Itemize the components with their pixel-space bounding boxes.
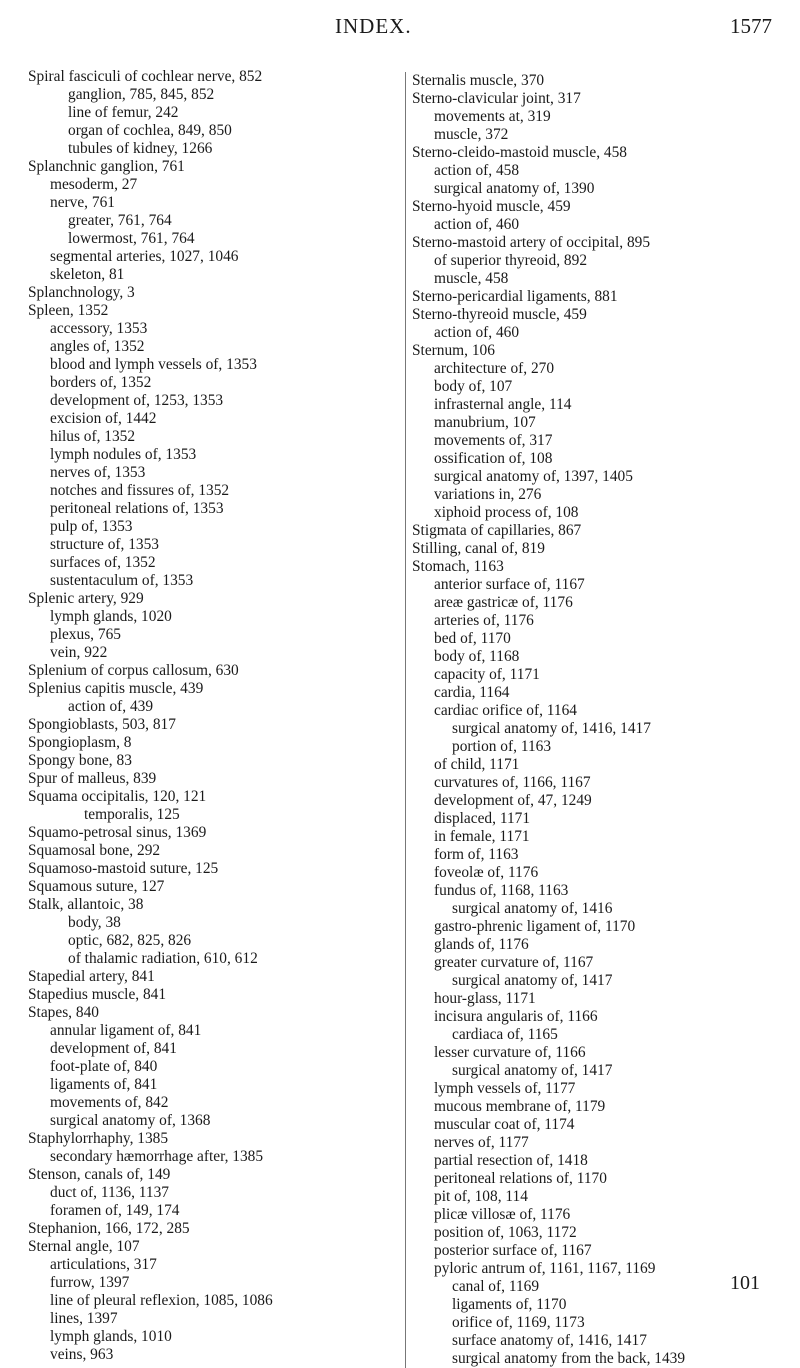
index-entry: Sterno-cleido-mastoid muscle, 458	[412, 144, 627, 161]
index-subentry: position of, 1063, 1172	[434, 1224, 577, 1241]
index-entry: Stenson, canals of, 149	[28, 1166, 171, 1183]
index-subentry: portion of, 1163	[452, 738, 552, 755]
index-subentry: muscular coat of, 1174	[434, 1116, 575, 1133]
index-subentry: surfaces of, 1352	[50, 554, 156, 571]
index-entry: Spongioplasm, 8	[28, 734, 132, 751]
index-entry: Spongioblasts, 503, 817	[28, 716, 176, 733]
index-subentry: movements of, 842	[50, 1094, 169, 1111]
index-column-right	[405, 72, 800, 1368]
index-subentry: form of, 1163	[434, 846, 519, 863]
page-header	[0, 14, 800, 44]
index-subentry: architecture of, 270	[434, 360, 555, 377]
index-subentry: surgical anatomy of, 1416, 1417	[452, 720, 651, 737]
index-subentry: development of, 47, 1249	[434, 792, 592, 809]
index-subentry: hour-glass, 1171	[434, 990, 536, 1007]
index-subentry: of child, 1171	[434, 756, 520, 773]
index-subentry: temporalis, 125	[84, 806, 180, 823]
index-subentry: tubules of kidney, 1266	[68, 140, 213, 157]
index-entry: Sternum, 106	[412, 342, 495, 359]
running-title: INDEX.	[335, 14, 412, 38]
index-subentry: development of, 841	[50, 1040, 177, 1057]
index-entry: Stalk, allantoic, 38	[28, 896, 144, 913]
index-entry: Spur of malleus, 839	[28, 770, 157, 787]
index-subentry: lesser curvature of, 1166	[434, 1044, 586, 1061]
index-subentry: pit of, 108, 114	[434, 1188, 528, 1205]
index-subentry: mucous membrane of, 1179	[434, 1098, 606, 1115]
index-entry: Squamoso-mastoid suture, 125	[28, 860, 219, 877]
index-subentry: body of, 1168	[434, 648, 520, 665]
index-subentry: gastro-phrenic ligament of, 1170	[434, 918, 636, 935]
index-subentry: excision of, 1442	[50, 410, 157, 427]
index-subentry: movements at, 319	[434, 108, 551, 125]
index-subentry: partial resection of, 1418	[434, 1152, 588, 1169]
index-subentry: lines, 1397	[50, 1310, 118, 1327]
index-subentry: surgical anatomy of, 1368	[50, 1112, 211, 1129]
index-subentry: action of, 439	[68, 698, 154, 715]
index-subentry: nerves of, 1177	[434, 1134, 529, 1151]
index-subentry: development of, 1253, 1353	[50, 392, 224, 409]
index-subentry: capacity of, 1171	[434, 666, 540, 683]
index-entry: Sternalis muscle, 370	[412, 72, 545, 89]
index-entry: Splenius capitis muscle, 439	[28, 680, 204, 697]
index-subentry: duct of, 1136, 1137	[50, 1184, 169, 1201]
index-entry: Sterno-thyreoid muscle, 459	[412, 306, 587, 323]
index-subentry: lymph glands, 1010	[50, 1328, 172, 1345]
index-subentry: lymph vessels of, 1177	[434, 1080, 576, 1097]
index-subentry: canal of, 1169	[452, 1278, 540, 1295]
index-subentry: manubrium, 107	[434, 414, 536, 431]
index-subentry: surgical anatomy of, 1417	[452, 972, 613, 989]
index-subentry: ossification of, 108	[434, 450, 553, 467]
index-subentry: in female, 1171	[434, 828, 530, 845]
index-subentry: muscle, 372	[434, 126, 509, 143]
index-entry: Stilling, canal of, 819	[412, 540, 545, 557]
index-subentry: cardiaca of, 1165	[452, 1026, 558, 1043]
index-entry: Squamous suture, 127	[28, 878, 165, 895]
index-subentry: notches and fissures of, 1352	[50, 482, 230, 499]
index-entry: Stapedius muscle, 841	[28, 986, 167, 1003]
index-entry: Splenic artery, 929	[28, 590, 144, 607]
index-subentry: mesoderm, 27	[50, 176, 138, 193]
index-subentry: lowermost, 761, 764	[68, 230, 195, 247]
index-subentry: xiphoid process of, 108	[434, 504, 579, 521]
index-entry: Spleen, 1352	[28, 302, 109, 319]
index-subentry: infrasternal angle, 114	[434, 396, 572, 413]
index-subentry: areæ gastricæ of, 1176	[434, 594, 573, 611]
index-subentry: bed of, 1170	[434, 630, 511, 647]
index-subentry: surgical anatomy from the back, 1439	[452, 1350, 686, 1367]
index-entry: Sterno-mastoid artery of occipital, 895	[412, 234, 651, 251]
index-subentry: ligaments of, 841	[50, 1076, 158, 1093]
index-subentry: surgical anatomy of, 1416	[452, 900, 613, 917]
index-subentry: surgical anatomy of, 1397, 1405	[434, 468, 633, 485]
index-subentry: optic, 682, 825, 826	[68, 932, 192, 949]
index-subentry: sustentaculum of, 1353	[50, 572, 194, 589]
index-entry: Sterno-clavicular joint, 317	[412, 90, 581, 107]
index-subentry: pyloric antrum of, 1161, 1167, 1169	[434, 1260, 656, 1277]
index-subentry: surgical anatomy of, 1417	[452, 1062, 613, 1079]
index-subentry: movements of, 317	[434, 432, 553, 449]
index-entry: Squama occipitalis, 120, 121	[28, 788, 207, 805]
index-entry: Stapes, 840	[28, 1004, 99, 1021]
page-number: 1577	[730, 14, 772, 38]
index-subentry: variations in, 276	[434, 486, 542, 503]
index-subentry: furrow, 1397	[50, 1274, 130, 1291]
index-subentry: foveolæ of, 1176	[434, 864, 539, 881]
index-subentry: foot-plate of, 840	[50, 1058, 158, 1075]
index-subentry: glands of, 1176	[434, 936, 529, 953]
index-subentry: body of, 107	[434, 378, 513, 395]
index-subentry: foramen of, 149, 174	[50, 1202, 180, 1219]
index-entry: Splanchnic ganglion, 761	[28, 158, 185, 175]
index-subentry: displaced, 1171	[434, 810, 531, 827]
index-entry: Spiral fasciculi of cochlear nerve, 852	[28, 68, 263, 85]
index-subentry: plexus, 765	[50, 626, 121, 643]
index-subentry: nerves of, 1353	[50, 464, 146, 481]
index-subentry: segmental arteries, 1027, 1046	[50, 248, 239, 265]
index-subentry: orifice of, 1169, 1173	[452, 1314, 585, 1331]
index-subentry: ligaments of, 1170	[452, 1296, 567, 1313]
index-subentry: action of, 460	[434, 216, 520, 233]
index-subentry: hilus of, 1352	[50, 428, 136, 445]
index-subentry: veins, 963	[50, 1346, 114, 1363]
index-subentry: arteries of, 1176	[434, 612, 534, 629]
index-subentry: lymph nodules of, 1353	[50, 446, 197, 463]
index-subentry: articulations, 317	[50, 1256, 157, 1273]
index-subentry: vein, 922	[50, 644, 108, 661]
index-column-left	[28, 68, 400, 1364]
index-entry: Stapedial artery, 841	[28, 968, 155, 985]
index-subentry: line of femur, 242	[68, 104, 179, 121]
index-entry: Squamo-petrosal sinus, 1369	[28, 824, 207, 841]
index-subentry: body, 38	[68, 914, 121, 931]
index-entry: Sternal angle, 107	[28, 1238, 140, 1255]
index-subentry: skeleton, 81	[50, 266, 125, 283]
index-entry: Staphylorrhaphy, 1385	[28, 1130, 169, 1147]
index-entry: Splenium of corpus callosum, 630	[28, 662, 239, 679]
signature-mark: 101	[730, 1272, 760, 1294]
index-subentry: pulp of, 1353	[50, 518, 133, 535]
index-subentry: posterior surface of, 1167	[434, 1242, 592, 1259]
index-subentry: blood and lymph vessels of, 1353	[50, 356, 257, 373]
index-subentry: muscle, 458	[434, 270, 509, 287]
index-entry: Squamosal bone, 292	[28, 842, 161, 859]
index-subentry: cardia, 1164	[434, 684, 510, 701]
index-entry: Sterno-hyoid muscle, 459	[412, 198, 571, 215]
index-subentry: structure of, 1353	[50, 536, 159, 553]
index-entry: Stigmata of capillaries, 867	[412, 522, 582, 539]
index-subentry: surgical anatomy of, 1390	[434, 180, 595, 197]
index-subentry: anterior surface of, 1167	[434, 576, 585, 593]
index-subentry: ganglion, 785, 845, 852	[68, 86, 215, 103]
index-subentry: action of, 460	[434, 324, 520, 341]
index-subentry: of thalamic radiation, 610, 612	[68, 950, 258, 967]
index-subentry: secondary hæmorrhage after, 1385	[50, 1148, 264, 1165]
index-subentry: organ of cochlea, 849, 850	[68, 122, 232, 139]
index-subentry: surface anatomy of, 1416, 1417	[452, 1332, 647, 1349]
index-subentry: annular ligament of, 841	[50, 1022, 202, 1039]
index-subentry: accessory, 1353	[50, 320, 148, 337]
index-entry: Spongy bone, 83	[28, 752, 132, 769]
index-subentry: lymph glands, 1020	[50, 608, 172, 625]
index-subentry: greater, 761, 764	[68, 212, 172, 229]
index-subentry: incisura angularis of, 1166	[434, 1008, 598, 1025]
index-entry: Sterno-pericardial ligaments, 881	[412, 288, 618, 305]
index-subentry: angles of, 1352	[50, 338, 145, 355]
index-subentry: nerve, 761	[50, 194, 115, 211]
index-subentry: line of pleural reflexion, 1085, 1086	[50, 1292, 273, 1309]
index-subentry: plicæ villosæ of, 1176	[434, 1206, 571, 1223]
index-subentry: borders of, 1352	[50, 374, 152, 391]
index-subentry: action of, 458	[434, 162, 520, 179]
index-subentry: curvatures of, 1166, 1167	[434, 774, 591, 791]
index-subentry: fundus of, 1168, 1163	[434, 882, 569, 899]
index-entry: Stomach, 1163	[412, 558, 504, 575]
index-subentry: peritoneal relations of, 1170	[434, 1170, 607, 1187]
index-subentry: of superior thyreoid, 892	[434, 252, 588, 269]
index-entry: Stephanion, 166, 172, 285	[28, 1220, 190, 1237]
index-subentry: peritoneal relations of, 1353	[50, 500, 224, 517]
index-subentry: cardiac orifice of, 1164	[434, 702, 578, 719]
index-entry: Splanchnology, 3	[28, 284, 135, 301]
index-subentry: greater curvature of, 1167	[434, 954, 594, 971]
